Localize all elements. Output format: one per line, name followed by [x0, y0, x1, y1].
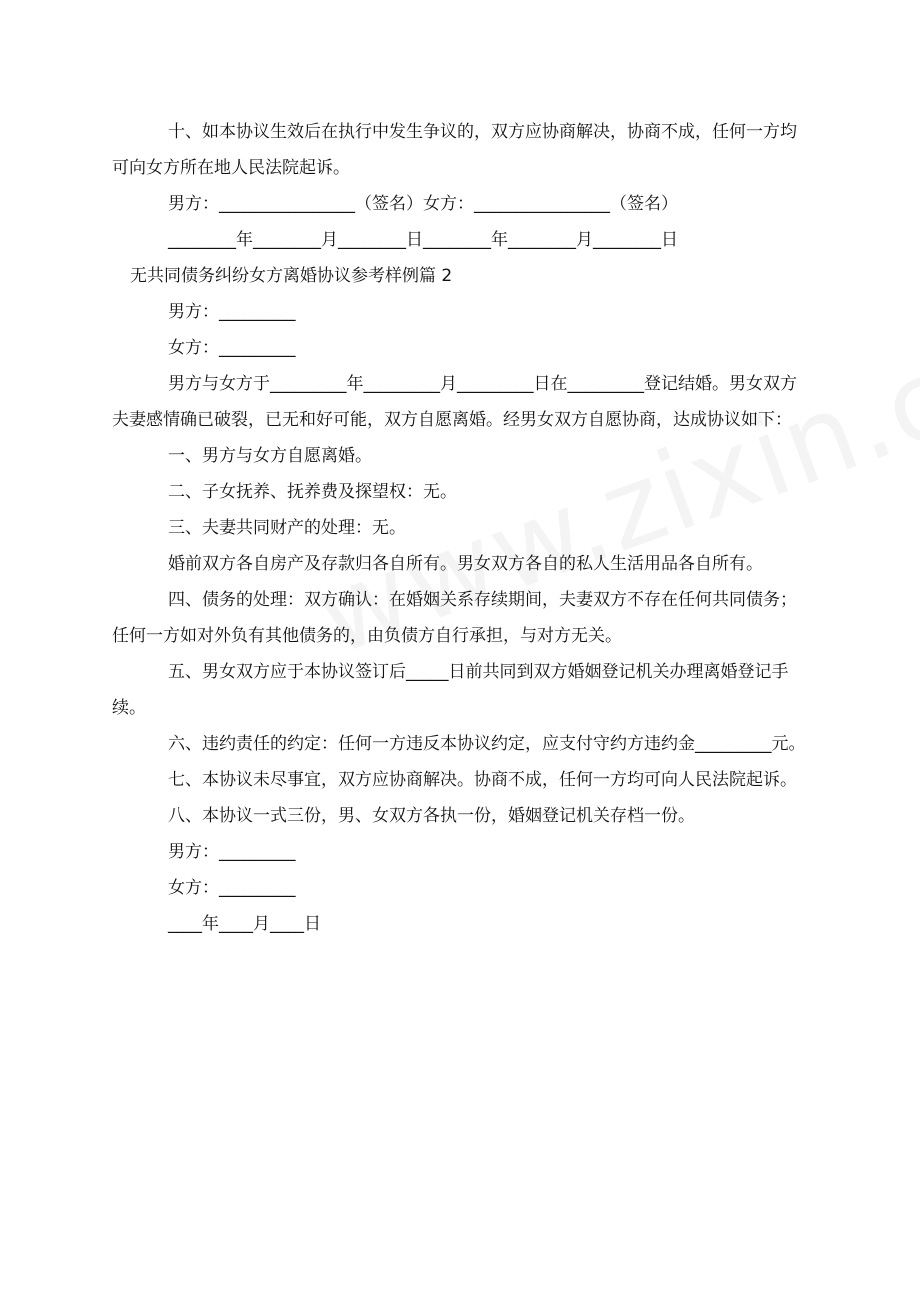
clause-8: 八、本协议一式三份，男、女双方各执一份，婚姻登记机关存档一份。	[168, 806, 695, 826]
signature-line: 男方：________________（签名）女方：________________（签名）	[168, 194, 678, 214]
marriage-statement: 男方与女方于_________年_________月_________日在_________登记结婚。男女双方夫妻感情确已破裂，已无和好可能，双方自愿离婚。经男女双方自愿协商，达成协议如下：	[112, 374, 797, 430]
section-title: 无共同债务纠纷女方离婚协议参考样例篇 2	[130, 266, 453, 286]
clause-5: 五、男女双方应于本协议签订后_____日前共同到双方婚姻登记机关办理离婚登记手续。	[112, 662, 789, 718]
male-party-line: 男方：_________	[168, 302, 296, 322]
clause-7: 七、本协议未尽事宜，双方应协商解决。协商不成，任何一方均可向人民法院起诉。	[168, 770, 797, 790]
document-body	[112, 114, 812, 942]
clause-4: 四、债务的处理：双方确认：在婚姻关系存续期间，夫妻双方不存在任何共同债务；任何一方如对外负有其他债务的，由负债方自行承担，与对方无关。	[112, 590, 797, 646]
female-signature-line: 女方：_________	[168, 878, 296, 898]
clause-1: 一、男方与女方自愿离婚。	[168, 446, 372, 466]
premarital-property: 婚前双方各自房产及存款归各自所有。男女双方各自的私人生活用品各自所有。	[168, 554, 763, 574]
male-signature-line: 男方：_________	[168, 842, 296, 862]
date-line: ________年________月________日________年________月________日	[168, 230, 678, 250]
clause-2: 二、子女抚养、抚养费及探望权：无。	[168, 482, 457, 502]
final-date-line: ____年____月____日	[168, 914, 321, 934]
clause-3: 三、夫妻共同财产的处理：无。	[168, 518, 406, 538]
clause-6: 六、违约责任的约定：任何一方违反本协议约定，应支付守约方违约金_________元。	[168, 734, 806, 754]
clause-10-dispute: 十、如本协议生效后在执行中发生争议的，双方应协商解决，协商不成，任何一方均可向女方所在地人民法院起诉。	[112, 122, 797, 178]
female-party-line: 女方：_________	[168, 338, 296, 358]
